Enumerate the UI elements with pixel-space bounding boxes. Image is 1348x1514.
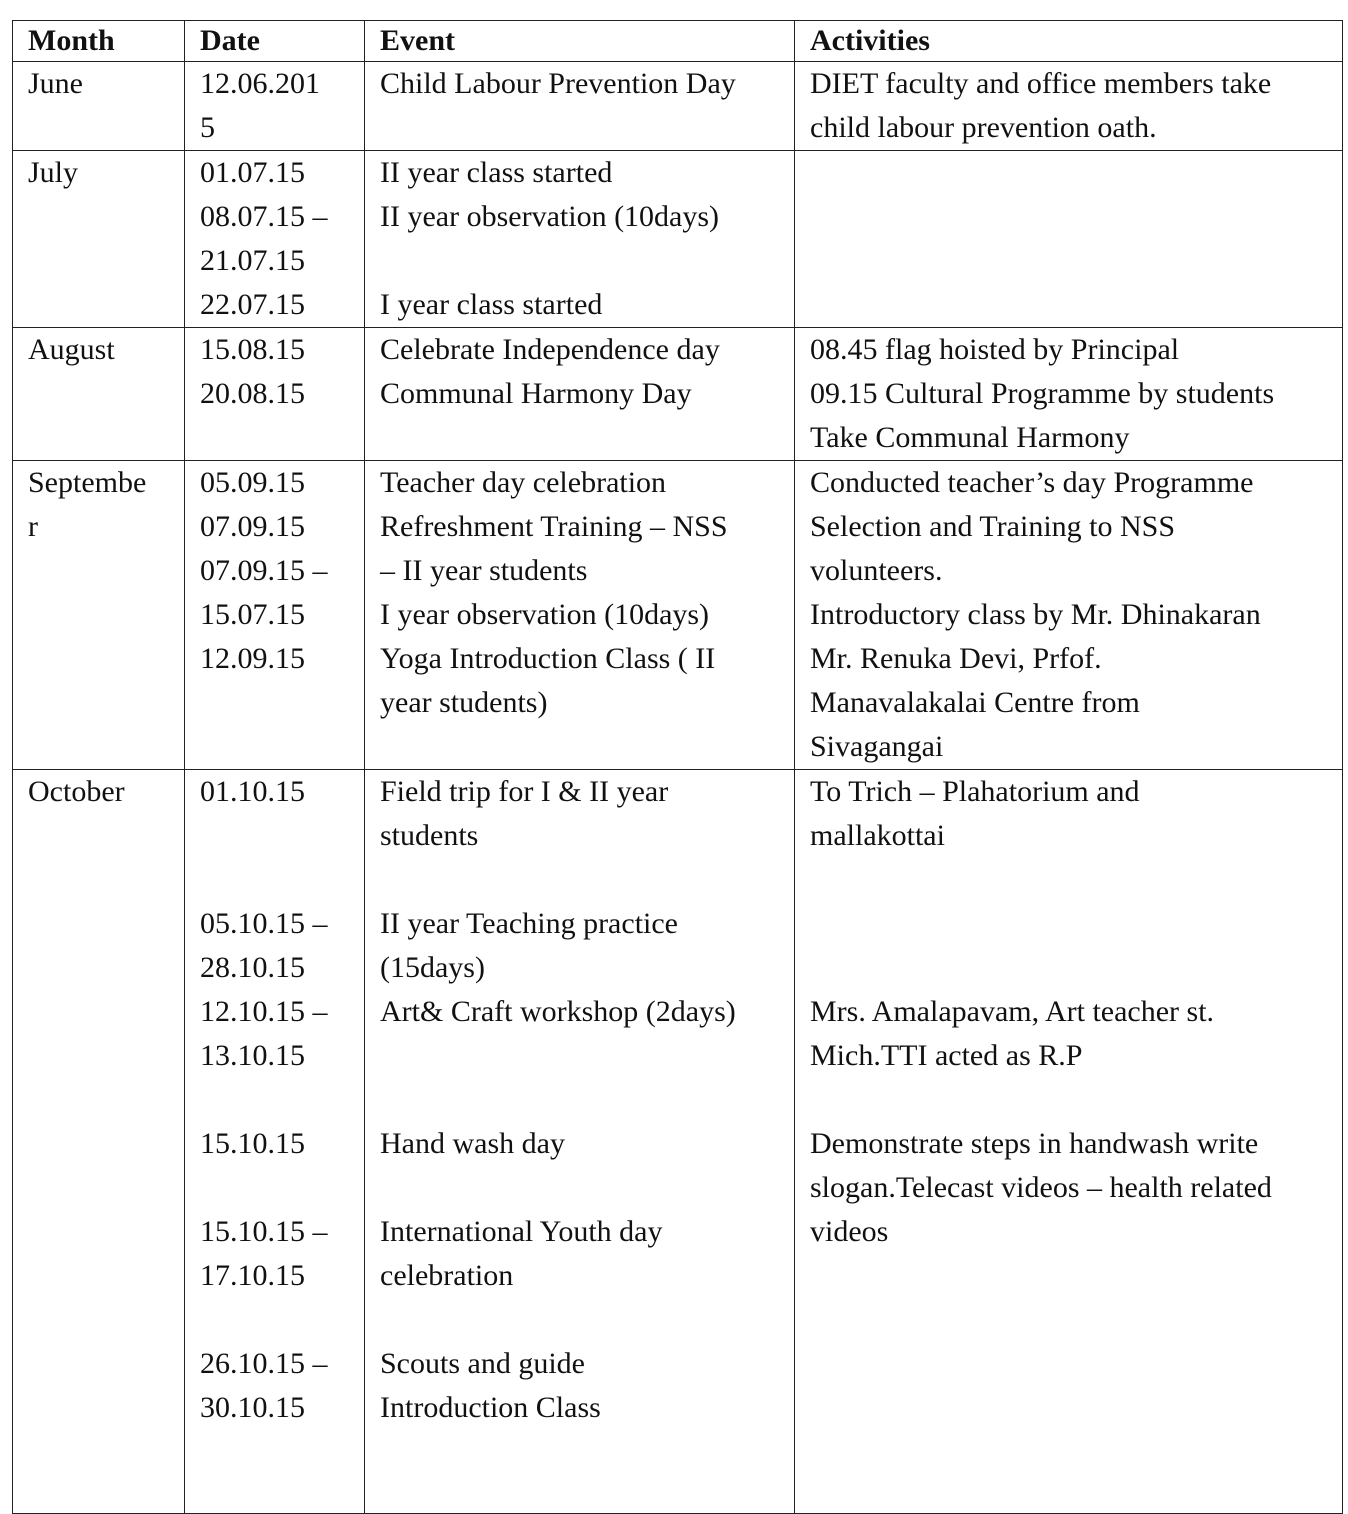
cell-line xyxy=(810,946,1328,990)
cell-line: Field trip for I & II year xyxy=(380,775,669,808)
cell-line: 30.10.15 xyxy=(200,1391,305,1424)
cell-line xyxy=(380,1298,780,1342)
cell-line: 07.09.15 – xyxy=(200,554,328,587)
cell-line: 15.10.15 xyxy=(200,1127,305,1160)
month-cell xyxy=(13,328,185,461)
cell-line: Communal Harmony Day xyxy=(380,377,692,410)
cell-line: r xyxy=(28,510,38,543)
cell-line: 05.10.15 – xyxy=(200,907,328,940)
cell-line: Selection and Training to NSS xyxy=(810,510,1176,543)
activities-cell xyxy=(795,328,1343,461)
table-row xyxy=(13,151,1343,328)
cell-line: volunteers. xyxy=(810,554,943,587)
cell-line xyxy=(810,858,1328,902)
cell-line xyxy=(200,1166,350,1210)
cell-line: 15.07.15 xyxy=(200,598,305,631)
date-cell xyxy=(185,328,365,461)
cell-line: child labour prevention oath. xyxy=(810,111,1157,144)
cell-line xyxy=(380,858,780,902)
table-row xyxy=(13,770,1343,1514)
cell-line xyxy=(380,1166,780,1210)
cell-line: celebration xyxy=(380,1259,514,1292)
cell-line: (15days) xyxy=(380,951,485,984)
cell-line: Scouts and guide xyxy=(380,1347,585,1380)
cell-line xyxy=(810,1078,1328,1122)
cell-line xyxy=(200,1078,350,1122)
cell-line: Child Labour Prevention Day xyxy=(380,67,736,100)
cell-line: – II year students xyxy=(380,554,588,587)
cell-line: 12.06.201 xyxy=(200,67,320,100)
cell-line: 12.10.15 – xyxy=(200,995,328,1028)
month-cell xyxy=(13,151,185,328)
cell-line: 28.10.15 xyxy=(200,951,305,984)
event-cell xyxy=(365,151,795,328)
cell-line: II year observation (10days) xyxy=(380,200,720,233)
activities-cell xyxy=(795,770,1343,1514)
activities-cell xyxy=(795,151,1343,328)
cell-line: students xyxy=(380,819,479,852)
cell-line: I year observation (10days) xyxy=(380,598,710,631)
cell-line xyxy=(810,902,1328,946)
cell-line: 15.08.15 xyxy=(200,333,305,366)
date-cell xyxy=(185,62,365,151)
cell-line: Yoga Introduction Class ( II xyxy=(380,642,716,675)
cell-line: 01.07.15 xyxy=(200,156,305,189)
cell-line: DIET faculty and office members take xyxy=(810,67,1272,100)
cell-line: slogan.Telecast videos – health related xyxy=(810,1171,1272,1204)
cell-line: II year Teaching practice xyxy=(380,907,678,940)
header-activities: Activities xyxy=(795,21,1343,62)
cell-line xyxy=(200,814,350,858)
cell-line xyxy=(200,858,350,902)
cell-line: Art& Craft workshop (2days) xyxy=(380,995,736,1028)
event-cell xyxy=(365,62,795,151)
cell-line: June xyxy=(28,67,83,100)
cell-line: year students) xyxy=(380,686,548,719)
cell-line: 09.15 Cultural Programme by students xyxy=(810,377,1275,410)
cell-line: videos xyxy=(810,1215,889,1248)
cell-line: October xyxy=(28,775,125,808)
cell-line: 13.10.15 xyxy=(200,1039,305,1072)
cell-line: Sivagangai xyxy=(810,730,944,763)
cell-line: Mr. Renuka Devi, Prfof. xyxy=(810,642,1102,675)
cell-line: 08.07.15 – xyxy=(200,200,328,233)
cell-line: Demonstrate steps in handwash write xyxy=(810,1127,1259,1160)
cell-line: 05.09.15 xyxy=(200,466,305,499)
date-cell xyxy=(185,151,365,328)
cell-line: August xyxy=(28,333,115,366)
header-event: Event xyxy=(365,21,795,62)
table-row xyxy=(13,461,1343,770)
activities-cell xyxy=(795,62,1343,151)
cell-line xyxy=(380,239,780,283)
cell-line: 07.09.15 xyxy=(200,510,305,543)
cell-line: Refreshment Training – NSS xyxy=(380,510,728,543)
cell-line: Introduction Class xyxy=(380,1391,601,1424)
cell-line: 21.07.15 xyxy=(200,244,305,277)
cell-line xyxy=(200,1298,350,1342)
cell-line: Teacher day celebration xyxy=(380,466,667,499)
date-cell xyxy=(185,770,365,1514)
cell-line: Introductory class by Mr. Dhinakaran xyxy=(810,598,1261,631)
cell-line: Conducted teacher’s day Programme xyxy=(810,466,1254,499)
events-table xyxy=(12,20,1343,1514)
header-date: Date xyxy=(185,21,365,62)
cell-line: 12.09.15 xyxy=(200,642,305,675)
date-cell xyxy=(185,461,365,770)
event-cell xyxy=(365,461,795,770)
cell-line: I year class started xyxy=(380,288,603,321)
cell-line: Hand wash day xyxy=(380,1127,565,1160)
cell-line: Mrs. Amalapavam, Art teacher st. xyxy=(810,995,1215,1028)
cell-line: Mich.TTI acted as R.P xyxy=(810,1039,1083,1072)
header-month: Month xyxy=(13,21,185,62)
cell-line: 5 xyxy=(200,111,215,144)
event-cell xyxy=(365,328,795,461)
cell-line: July xyxy=(28,156,79,189)
cell-line xyxy=(380,1078,780,1122)
cell-line: Take Communal Harmony xyxy=(810,421,1130,454)
activities-cell xyxy=(795,461,1343,770)
month-cell xyxy=(13,770,185,1514)
cell-line: 22.07.15 xyxy=(200,288,305,321)
table-row xyxy=(13,328,1343,461)
cell-line: 20.08.15 xyxy=(200,377,305,410)
cell-line: To Trich – Plahatorium and xyxy=(810,775,1140,808)
table-row xyxy=(13,62,1343,151)
month-cell xyxy=(13,62,185,151)
header-row xyxy=(13,21,1343,62)
cell-line: International Youth day xyxy=(380,1215,663,1248)
cell-line: Septembe xyxy=(28,466,147,499)
cell-line: II year class started xyxy=(380,156,613,189)
cell-line: mallakottai xyxy=(810,819,945,852)
cell-line: Celebrate Independence day xyxy=(380,333,720,366)
cell-line: 01.10.15 xyxy=(200,775,305,808)
cell-line xyxy=(380,1034,780,1078)
cell-line: 17.10.15 xyxy=(200,1259,305,1292)
cell-line: 26.10.15 – xyxy=(200,1347,328,1380)
cell-line: 08.45 flag hoisted by Principal xyxy=(810,333,1180,366)
cell-line: Manavalakalai Centre from xyxy=(810,686,1140,719)
cell-line: 15.10.15 – xyxy=(200,1215,328,1248)
event-cell xyxy=(365,770,795,1514)
month-cell xyxy=(13,461,185,770)
